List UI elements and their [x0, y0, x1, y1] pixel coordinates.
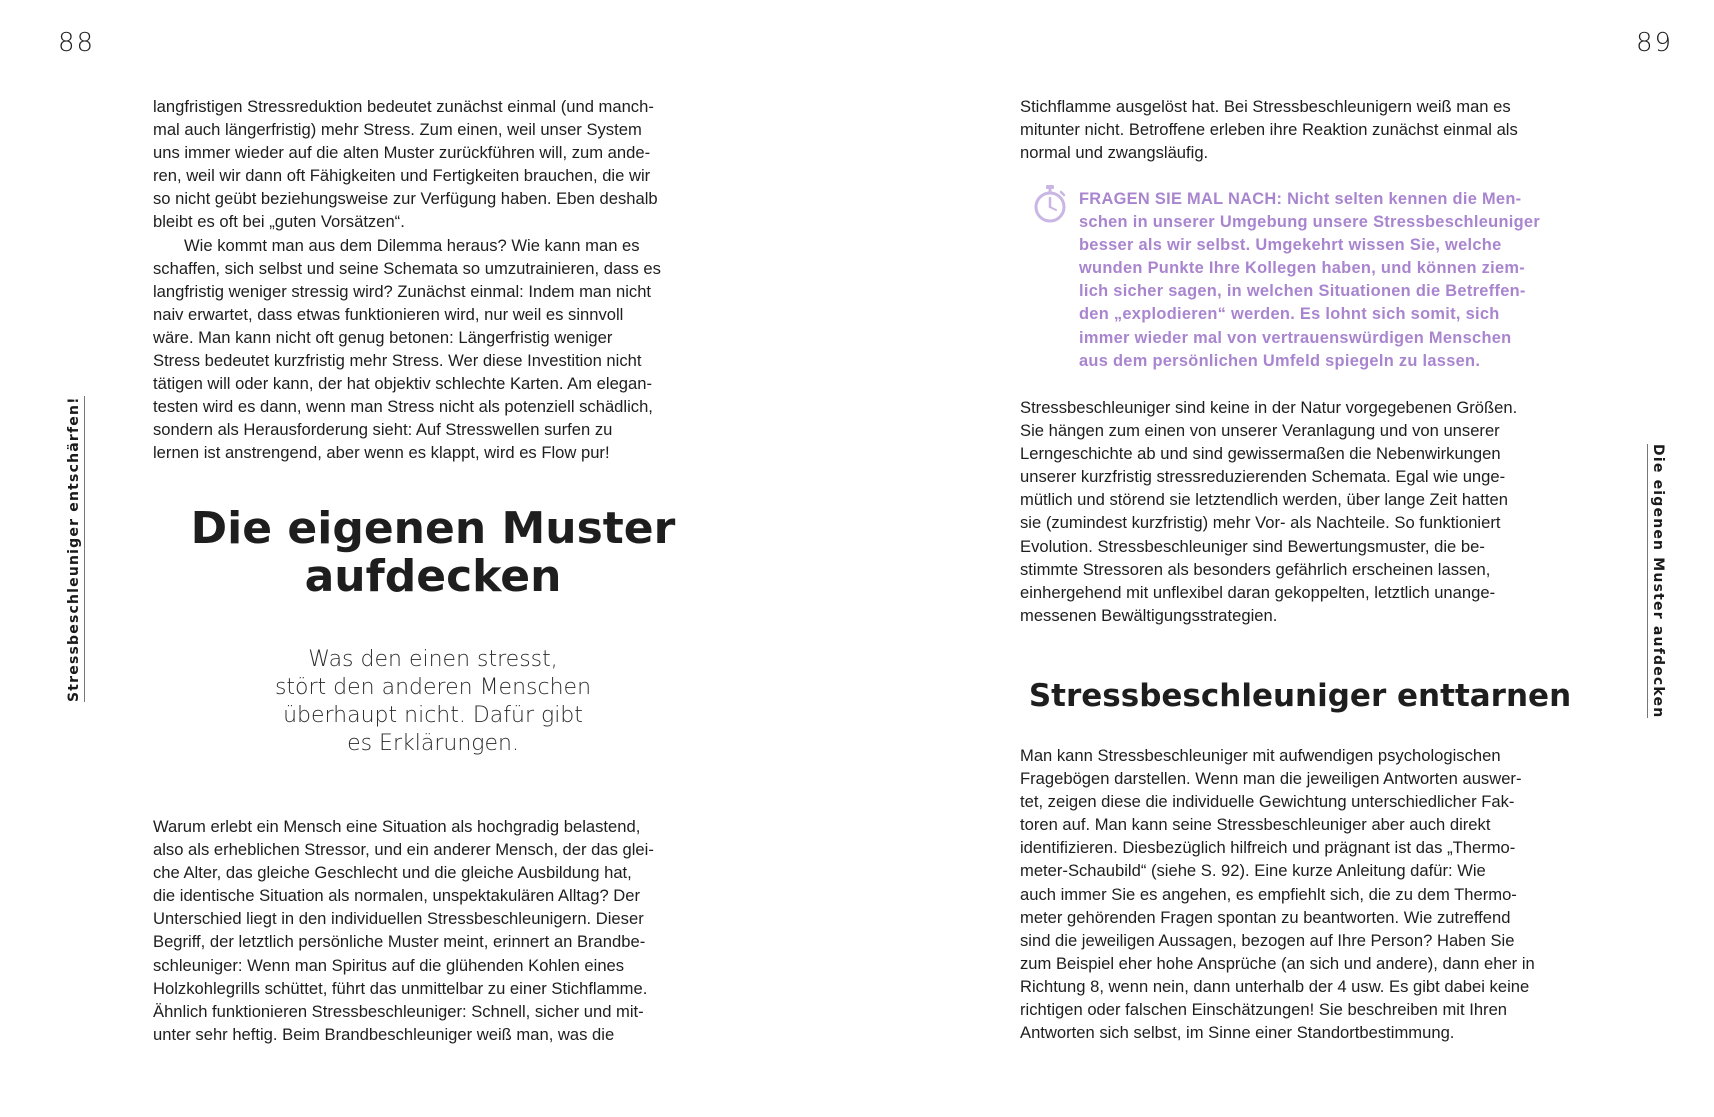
- text-line: naiv erwartet, dass etwas funktionieren wird, nur weil es sinnvoll: [153, 304, 624, 324]
- text-line: toren auf. Man kann seine Stressbeschleuniger aber auch direkt: [1020, 815, 1491, 835]
- left-paragraph-1: [153, 95, 723, 234]
- text-line: tet, zeigen diese die individuelle Gewichtung unterschiedlicher Fak-: [1020, 792, 1515, 812]
- section-heading: Stressbeschleuniger enttarnen: [1028, 678, 1572, 714]
- text-line: stimmte Stressoren als besonders gefährlich erscheinen lassen,: [1020, 559, 1491, 579]
- text-line: stört den anderen Menschen: [274, 675, 592, 700]
- text-line: den „explodieren“ werden. Es lohnt sich somit, sich: [1079, 305, 1500, 324]
- text-line: testen wird es dann, wenn man Stress nicht als potenziell schädlich,: [153, 397, 653, 417]
- text-line: unter sehr heftig. Beim Brandbeschleuniger weiß man, was die: [153, 1024, 615, 1044]
- text-line: Stressbeschleuniger sind keine in der Natur vorgegebenen Größen.: [1020, 398, 1518, 417]
- text-line: identifizieren. Diesbezüglich hilfreich und prägnant ist das „Thermo-: [1020, 838, 1516, 858]
- text-line: uns immer wieder auf die alten Muster zurückführen will, zum ande-: [153, 143, 651, 163]
- text-line: wäre. Man kann nicht oft genug betonen: Längerfristig weniger: [153, 327, 613, 347]
- text-line: ren, weil wir dann oft Fähigkeiten und Fertigkeiten brauchen, die wir: [153, 166, 651, 186]
- text-line: sondern als Herausforderung sieht: Auf Stresswellen surfen zu: [153, 420, 613, 440]
- chapter-heading: [153, 505, 713, 601]
- text-line: sind die jeweiligen Aussagen, bezogen auf Ihre Person? Haben Sie: [1020, 930, 1515, 950]
- text-line: Warum erlebt ein Mensch eine Situation als hochgradig belastend,: [153, 817, 641, 836]
- text-line: normal und zwangsläufig.: [1020, 143, 1209, 163]
- right-paragraph-1: [1020, 95, 1590, 164]
- text-line: Stress bedeutet kurzfristig mehr Stress. Wer diese Investition nicht: [153, 351, 642, 371]
- text-line: Sie hängen zum einen von unserer Veranlagung und von unserer: [1020, 421, 1500, 441]
- text-line: tätigen will oder kann, der hat objektiv schlechte Karten. Am elegan-: [153, 374, 653, 394]
- running-head-left-text: Stressbeschleuniger entschärfen!: [66, 396, 85, 702]
- running-head-right: [1648, 444, 1666, 719]
- text-line: auch immer Sie es angehen, es empfiehlt sich, die zu dem Thermo-: [1020, 884, 1517, 904]
- stopwatch-icon: [1032, 184, 1068, 224]
- text-line: unserer kurzfristig stressreduzierenden Schemata. Egal wie unge-: [1020, 467, 1506, 487]
- chapter-heading-line-1: Die eigenen Muster: [190, 503, 676, 554]
- text-line: Fragebögen darstellen. Wenn man die jeweiligen Antworten auswer-: [1020, 769, 1522, 789]
- page-number-right: 89: [1636, 28, 1674, 58]
- text-line: Begriff, der letztlich persönliche Muster meint, erinnert an Brandbe-: [153, 932, 646, 952]
- running-head-right-text: Die eigenen Muster aufdecken: [1647, 444, 1666, 718]
- left-paragraph-3: [153, 815, 723, 1046]
- chapter-heading-line-2: aufdecken: [304, 551, 562, 602]
- right-paragraph-3: [1020, 744, 1590, 1044]
- text-line: richtigen oder falschen Einschätzungen! Sie beschreiben mit Ihren: [1020, 1000, 1508, 1020]
- text-line: die identische Situation als normalen, unspektakulären Alltag? Der: [153, 886, 641, 906]
- text-line: schen in unserer Umgebung unsere Stressbeschleuniger: [1079, 213, 1541, 232]
- text-line: also als erheblichen Stressor, und ein anderer Mensch, der das glei-: [153, 840, 654, 860]
- text-line: überhaupt nicht. Dafür gibt: [283, 703, 583, 728]
- text-line: Stichflamme ausgelöst hat. Bei Stressbeschleunigern weiß man es: [1020, 97, 1511, 116]
- text-line: es Erklärungen.: [347, 731, 519, 756]
- text-line: meter gehörenden Fragen spontan zu beantworten. Wie zutreffend: [1020, 907, 1511, 927]
- running-head-left: [66, 396, 84, 702]
- text-line: schleuniger: Wenn man Spiritus auf die glühenden Kohlen eines: [153, 955, 625, 975]
- text-line: Lerngeschichte ab und sind gewissermaßen die Nebenwirkungen: [1020, 444, 1501, 464]
- text-line: FRAGEN SIE MAL NACH: Nicht selten kennen die Men-: [1079, 190, 1522, 208]
- text-line: Wie kommt man aus dem Dilemma heraus? Wie kann man es: [184, 235, 640, 255]
- text-line: langfristig weniger stressig wird? Zunächst einmal: Indem man nicht: [153, 281, 652, 301]
- text-line: che Alter, das gleiche Geschlecht und die gleiche Ausbildung hat,: [153, 863, 632, 883]
- tip-text: [1079, 188, 1619, 373]
- text-line: schaffen, sich selbst und seine Schemata so umzutrainieren, dass es: [153, 258, 661, 278]
- text-line: besser als wir selbst. Umgekehrt wissen Sie, welche: [1079, 236, 1502, 255]
- text-line: meter-Schaubild“ (siehe S. 92). Eine kurze Anleitung dafür: Wie: [1020, 861, 1486, 881]
- text-line: messenen Bewältigungsstrategien.: [1020, 605, 1278, 625]
- text-line: bleibt es oft bei „guten Vorsätzen“.: [153, 212, 405, 232]
- text-line: einhergehend mit unflexibel daran gekoppelten, letztlich unange-: [1020, 582, 1496, 602]
- text-line: lernen ist anstrengend, aber wenn es klappt, wird es Flow pur!: [153, 443, 610, 463]
- text-line: lich sicher sagen, in welchen Situationen die Betreffen-: [1079, 282, 1526, 301]
- text-line: mütlich und störend sie letztendlich werden, über lange Zeit hatten: [1020, 490, 1508, 510]
- text-line: immer wieder mal von vertrauenswürdigen Menschen: [1079, 328, 1512, 347]
- text-line: wunden Punkte Ihre Kollegen haben, und können ziem-: [1079, 259, 1526, 278]
- text-line: zum Beispiel eher hohe Ansprüche (an sich und andere), dann eher in: [1020, 953, 1535, 973]
- right-bottom-text: [1020, 744, 1590, 1044]
- text-line: Man kann Stressbeschleuniger mit aufwendigen psychologischen: [1020, 746, 1501, 765]
- right-paragraph-2: [1020, 396, 1590, 627]
- left-top-text: [153, 95, 723, 465]
- right-top-text: [1020, 95, 1590, 164]
- text-line: so nicht geübt beziehungsweise zur Verfügung haben. Eben deshalb: [153, 189, 658, 209]
- text-line: mal auch längerfristig) mehr Stress. Zum einen, weil unser System: [153, 120, 642, 140]
- text-line: aus dem persönlichen Umfeld spiegeln zu lassen.: [1079, 351, 1481, 370]
- left-bottom-text: [153, 815, 723, 1046]
- text-line: sie (zumindest kurzfristig) mehr Vor- als Nachteile. So funktioniert: [1020, 513, 1501, 533]
- text-line: langfristigen Stressreduktion bedeutet zunächst einmal (und manch-: [153, 97, 654, 116]
- right-mid-text: [1020, 396, 1590, 627]
- text-line: mitunter nicht. Betroffene erleben ihre Reaktion zunächst einmal als: [1020, 120, 1518, 140]
- page-number-left: 88: [58, 28, 96, 58]
- text-line: Evolution. Stressbeschleuniger sind Bewertungsmuster, die be-: [1020, 536, 1485, 556]
- text-line: Holzkohlegrills schüttet, führt das unmittelbar zu einer Stichflamme.: [153, 978, 648, 998]
- text-line: Antworten sich selbst, im Sinne einer Standortbestimmung.: [1020, 1023, 1455, 1043]
- text-line: Ähnlich funktionieren Stressbeschleuniger: Schnell, sicher und mit-: [153, 1001, 644, 1021]
- text-line: Was den einen stresst,: [308, 647, 558, 672]
- text-line: Unterschied liegt in den individuellen Stressbeschleunigern. Dieser: [153, 909, 644, 929]
- left-paragraph-2: [153, 234, 723, 465]
- text-line: Richtung 8, wenn nein, dann unterhalb der 4 usw. Es gibt dabei keine: [1020, 976, 1530, 996]
- chapter-subtitle: [153, 646, 713, 758]
